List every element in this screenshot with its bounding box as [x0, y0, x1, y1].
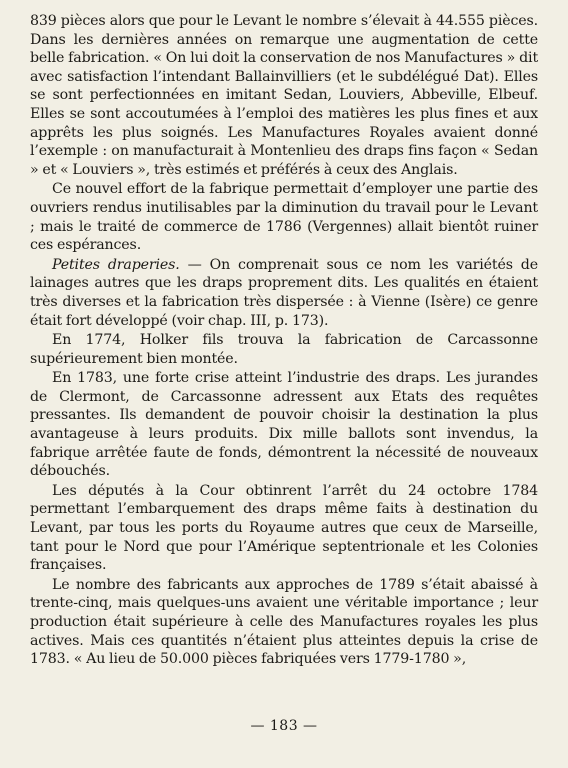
section-heading-petites-draperies: Petites draperies.	[52, 256, 180, 273]
paragraph-continuation: 839 pièces alors que pour le Levant le nombre s’élevait à 44.555 pièces. Dans les dernières années on remarque une augmentation de cette belle fabrication. « On lui doit la conservation de nos Manufactures » dit avec satisfaction l’intendant Ballainvilliers (et le subdélégué Dat). Elles se sont perfectionnées en imitant Sedan, Louviers, Abbeville, Elbeuf. Elles se sont accoutumées à l’emploi des matières les plus fines et aux apprêts les plus soignés. Les Manufactures Royales avaient donné l’exemple : on manufacturait à Montenlieu des draps fins façon « Sedan » et « Louviers », très estimés et préférés à ceux des Anglais.	[30, 13, 538, 178]
page-body	[30, 12, 538, 669]
paragraph-holker-1774: En 1774, Holker fils trouva la fabrication de Carcassonne supérieurement bien montée.	[30, 332, 538, 367]
paragraph-deputes-1784: Les députés à la Cour obtinrent l’arrêt du 24 octobre 1784 permettant l’embarquement des draps même faits à destination du Levant, par tous les ports du Royaume autres que ceux de Marseille, tant pour le Nord que pour l’Amérique septentrionale et les Colonies françaises.	[30, 482, 538, 574]
paragraph-crisis-1783: En 1783, une forte crise atteint l’industrie des draps. Les jurandes de Clermont, de Carcassonne adressent aux Etats des requêtes pressantes. Ils demandent de pouvoir choisir la destination la plus avantageuse à leurs produits. Dix mille ballots sont invendus, la fabrique arrêtée faute de fonds, démontrent la nécessité de nouveaux débouchés.	[30, 370, 538, 480]
paragraph-new-effort: Ce nouvel effort de la fabrique permettait d’employer une partie des ouvriers rendus inutilisables par la diminution du travail pour le Levant ; mais le traité de commerce de 1786 (Vergennes) allait bientôt ruiner ces espérances.	[30, 181, 538, 254]
paragraph-fabricants-1789: Le nombre des fabricants aux approches de 1789 s’était abaissé à trente-cinq, mais quelques-uns avaient une véritable importance ; leur production était supérieure à celle des Manufactures royales les plus actives. Mais ces quantités n’étaient plus atteintes depuis la crise de 1783. « Au lieu de 50.000 pièces fabriquées vers 1779-1780 »,	[30, 576, 538, 668]
paragraph-petites-draperies-text: — On comprenait sous ce nom les variétés de lainages autres que les draps proprement dits. Les qualités en étaient très diverses et la fabrication très dispersée : à Vienne (Isère) ce genre était fort développé (voir chap. III, p. 173).	[30, 256, 538, 329]
paragraph-petites-draperies	[30, 256, 538, 330]
page-number: — 183 —	[250, 718, 318, 734]
